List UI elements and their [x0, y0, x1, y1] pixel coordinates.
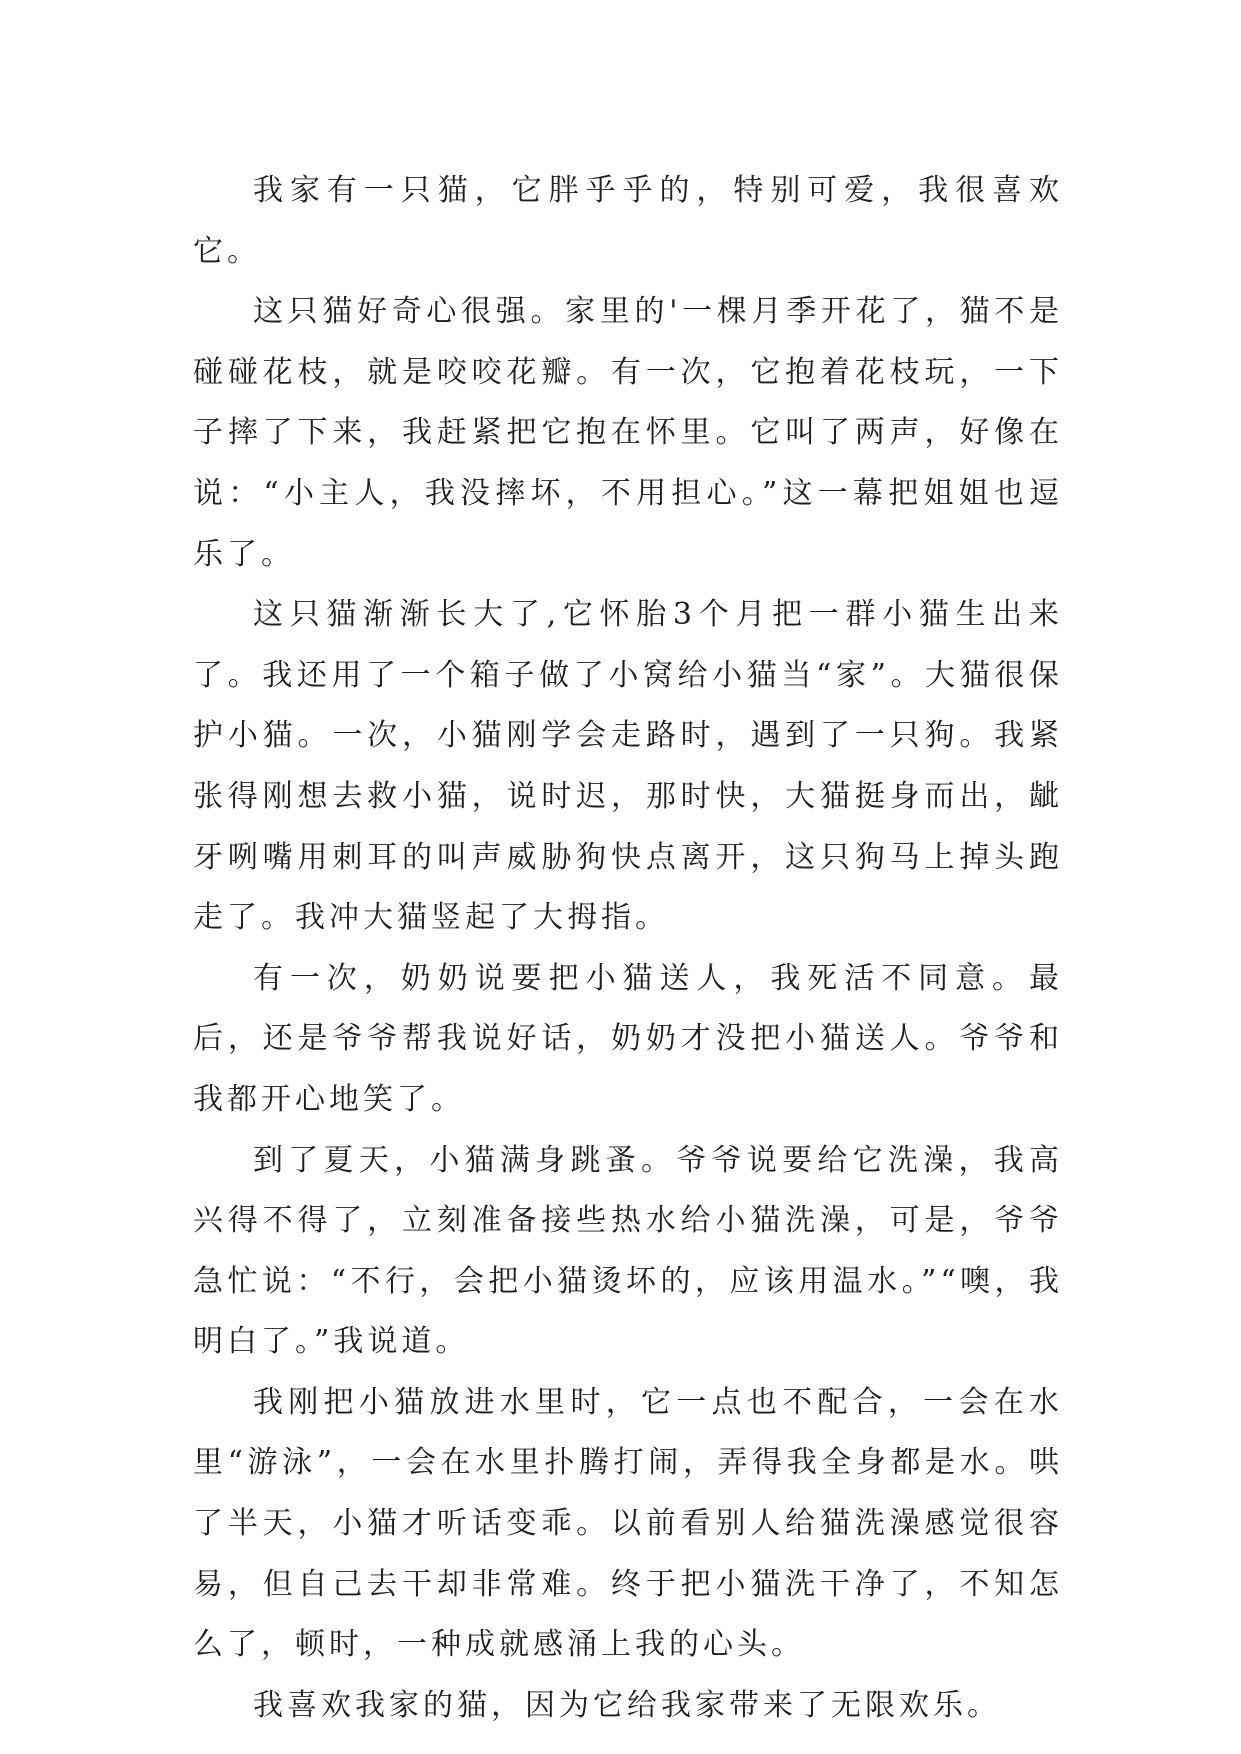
paragraph-4: 有一次，奶奶说要把小猫送人，我死活不同意。最后，还是爷爷帮我说好话，奶奶才没把小猫送人。爷爷和我都开心地笑了。 [193, 960, 1063, 1117]
paragraph-7: 我喜欢我家的猫，因为它给我家带来了无限欢乐。 [253, 1687, 1001, 1723]
paragraph-3: 这只猫渐渐长大了,它怀胎3个月把一群小猫生出来了。我还用了一个箱子做了小窝给小猫当“家”。大猫很保护小猫。一次，小猫刚学会走路时，遇到了一只狗。我紧张得刚想去救小猫，说时迟，那时快，大猫挺身而出，龇牙咧嘴用刺耳的叫声威胁狗快点离开，这只狗马上掉头跑走了。我冲大猫竖起了大拇指。 [193, 597, 1063, 936]
document-body [193, 161, 1063, 1736]
paragraph-6: 我刚把小猫放进水里时，它一点也不配合，一会在水里“游泳”，一会在水里扑腾打闹，弄得我全身都是水。哄了半天，小猫才听话变乖。以前看别人给猫洗澡感觉很容易，但自己去干却非常难。终于把小猫洗干净了，不知怎么了，顿时，一种成就感涌上我的心头。 [193, 1384, 1063, 1663]
paragraph-5: 到了夏天，小猫满身跳蚤。爷爷说要给它洗澡，我高兴得不得了，立刻准备接些热水给小猫洗澡，可是，爷爷急忙说：“不行，会把小猫烫坏的，应该用温水。”“噢，我明白了。”我说道。 [193, 1142, 1063, 1360]
paragraph-1: 我家有一只猫，它胖乎乎的，特别可爱，我很喜欢它。 [193, 173, 1063, 269]
paragraph-2: 这只猫好奇心很强。家里的'一棵月季开花了，猫不是碰碰花枝，就是咬咬花瓣。有一次，它抱着花枝玩，一下子摔了下来，我赶紧把它抱在怀里。它叫了两声，好像在说：“小主人，我没摔坏，不用担心。”这一幕把姐姐也逗乐了。 [193, 294, 1063, 572]
